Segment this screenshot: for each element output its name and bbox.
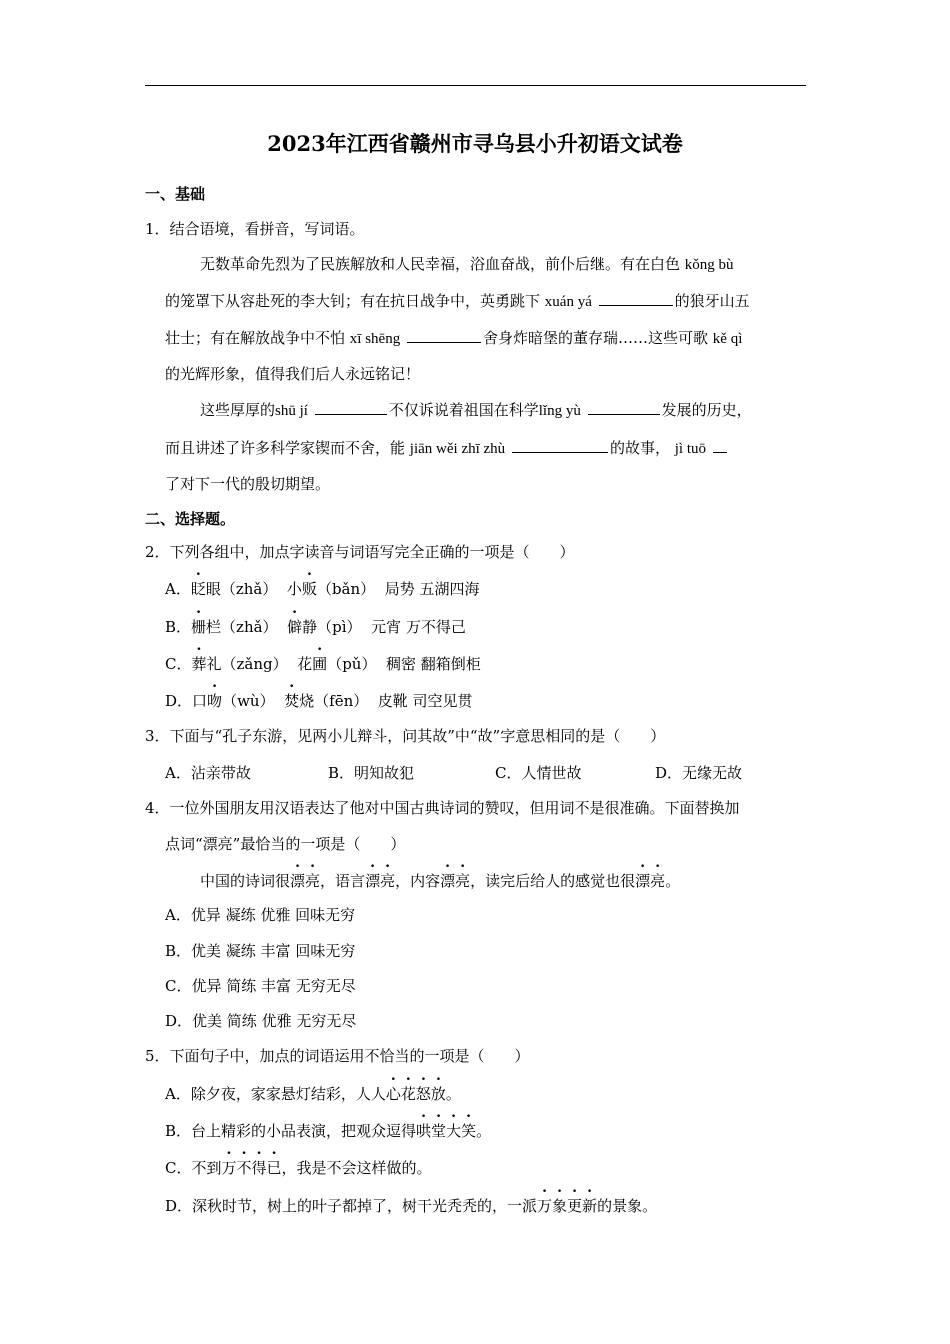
q4-stem-line2: 点词“漂亮”最恰当的一项是（ ） [165,835,406,853]
q4-dotted-liang-4: 亮 [650,872,666,890]
q1-p2-line3: 了对下一代的殷切期望。 [165,475,331,493]
q1-pinyin-lingyu: lǐng yù [538,403,581,419]
q2-option-d[interactable] [165,691,473,711]
q2-c-label: C． [165,655,192,673]
q4-option-a[interactable]: A．优异 凝练 优雅 回味无穷 [165,906,356,924]
q1-p1-line4: 的光辉形象，值得我们后人永远铭记！ [165,365,421,383]
q3-option-b[interactable]: B．明知故犯 [328,764,415,782]
q2-stem: 2．下列各组中，加点字读音与词语写完全正确的一项是（ ） [145,543,575,561]
q1-p1-text-b: 的笼罩下从容赴死的李大钊；有在抗日战争中，英勇跳下 [165,292,541,310]
q1-pinyin-keqi: kě qì [712,331,743,347]
q5-c-dotted-3: 得 [251,1159,267,1177]
q4-option-d[interactable]: D．优美 简练 优雅 无穷无尽 [165,1012,357,1030]
q5-option-d[interactable] [165,1196,657,1216]
q1-pinyin-xuanya: xuán yá [544,294,592,310]
q2-d-words: 皮靴 司空见贯 [377,692,473,710]
header-rule [145,85,806,86]
q2-option-b[interactable] [165,617,466,637]
q2-b-words: 元宵 万不得己 [371,618,466,636]
q5-d-dotted-1: 万 [537,1197,553,1215]
q2-d-dotted-2: 焚 [284,692,300,710]
q4-dotted-piao-1: 漂 [290,872,306,890]
section-heading-choice: 二、选择题。 [145,510,236,528]
page-title: 2023年江西省赣州市寻乌县小升初语文试卷 [267,131,683,156]
q2-c-prefix-2: 花 [297,655,313,673]
q5-b-text: B．台上精彩的小品表演，把观众逗得 [165,1122,417,1140]
q4-dotted-piao-3: 漂 [440,872,456,890]
q2-c-dotted-1: 葬 [191,655,207,673]
q5-c-dotted-1: 万 [221,1159,237,1177]
q2-a-dotted-1: 眨 [190,580,206,598]
q5-a-dotted-4: 放 [430,1085,446,1103]
q5-d-dotted-3: 更 [567,1197,583,1215]
q1-pinyin-kongbu: kǒng bù [684,257,734,273]
q1-blank-shuji[interactable] [315,399,387,415]
q2-b-dotted-2: 僻 [287,618,303,636]
q3-stem: 3．下面与“孔子东游，见两小儿辩斗，问其故”中“故”字意思相同的是（ ） [145,727,666,745]
q1-p1-text-c: 的狼牙山五 [674,292,750,310]
q5-b-dotted-2: 堂 [431,1122,447,1140]
q2-b-reading-2: 静（pì） [302,618,362,636]
q1-blank-lingyu[interactable] [588,399,660,415]
q5-a-dotted-2: 花 [400,1085,416,1103]
q2-d-reading-2: 烧（fēn） [299,692,369,710]
q2-a-dotted-2: 贩 [301,580,317,598]
section-heading-basics: 一、基础 [145,185,206,203]
q2-option-c[interactable] [165,654,481,674]
q5-d-dotted-2: 象 [552,1197,568,1215]
q1-p2-text-d: 而且讲述了许多科学家锲而不舍，能 [165,439,406,457]
q4-dotted-liang-1: 亮 [305,872,321,890]
q1-p1-line2 [165,290,750,312]
q2-a-words: 局势 五湖四海 [384,580,480,598]
q2-b-reading-1: 栏（zhǎ） [206,618,278,636]
q5-a-text: A．除夕夜，家家悬灯结彩，人人 [165,1085,386,1103]
q5-option-b[interactable] [165,1121,491,1141]
q4-sentence [200,871,680,891]
q5-a-end: 。 [445,1085,461,1103]
q2-a-reading-2: （bǎn） [316,580,376,598]
q5-stem: 5．下面句子中，加点的词语运用不恰当的一项是（ ） [145,1047,530,1065]
q5-c-dotted-2: 不 [236,1159,252,1177]
q1-stem: 1．结合语境，看拼音，写词语。 [145,220,365,238]
q2-a-reading-1: 眼（zhǎ） [205,580,278,598]
q4-option-b[interactable]: B．优美 凝练 丰富 回味无穷 [165,942,356,960]
q1-p2-text-e: 的故事， [609,439,670,457]
q5-b-dotted-4: 笑 [461,1122,477,1140]
q5-b-dotted-1: 哄 [416,1122,432,1140]
q1-p1-text-a: 无数革命先烈为了民族解放和人民幸福，浴血奋战，前仆后继。有在白色 [200,255,681,273]
q2-a-label: A． [165,580,191,598]
q1-p2-text-b: 不仅诉说着祖国在科学 [388,401,539,419]
q2-c-words: 稠密 翻箱倒柜 [386,655,481,673]
q4-sentence-d: ，读完后给人的感觉也很 [470,872,636,890]
q2-d-dotted-1: 吻 [207,692,223,710]
q1-blank-xisheng[interactable] [407,327,481,343]
q5-a-dotted-1: 心 [385,1085,401,1103]
q5-option-c[interactable] [165,1158,432,1178]
q5-b-end: 。 [476,1122,492,1140]
q1-p1-text-d: 壮士；有在解放战争中不怕 [165,329,346,347]
q2-c-reading-1: 礼（zǎng） [206,655,288,673]
q2-b-label: B． [165,618,192,636]
q1-pinyin-shuji: shū jí [275,403,308,419]
q2-option-a[interactable] [165,579,480,599]
q1-pinyin-jituo: jì tuō [674,441,707,457]
q4-dotted-piao-2: 漂 [365,872,381,890]
q4-sentence-e: 。 [665,872,681,890]
q4-dotted-piao-4: 漂 [635,872,651,890]
q1-p1-text-e: 舍身炸暗堡的董存瑞……这些可歌 [483,329,709,347]
q5-c-end: ，我是不会这样做的。 [281,1159,432,1177]
q2-c-dotted-2: 圃 [312,655,328,673]
q5-b-dotted-3: 大 [446,1122,462,1140]
q5-c-dotted-4: 已 [266,1159,282,1177]
q2-a-prefix-2: 小 [286,580,302,598]
q2-d-reading-1: （wù） [222,692,275,710]
q1-blank-jianweizhizhu[interactable] [512,437,608,453]
q4-dotted-liang-3: 亮 [455,872,471,890]
q1-p2-text-c: 发展的历史， [661,401,752,419]
q2-b-dotted-1: 栅 [191,618,207,636]
q1-p1-line1 [200,254,734,275]
q4-dotted-liang-2: 亮 [380,872,396,890]
q1-p1-line3 [165,327,742,349]
q3-option-c[interactable]: C．人情世故 [495,764,582,782]
q5-d-end: 的景象。 [597,1197,658,1215]
q4-sentence-b: ，语言 [320,872,366,890]
q3-option-d[interactable]: D．无缘无故 [655,764,743,782]
q2-c-reading-2: （pǔ） [327,655,377,673]
q5-a-dotted-3: 怒 [415,1085,431,1103]
q5-d-dotted-4: 新 [582,1197,598,1215]
q5-c-text: C．不到 [165,1159,222,1177]
q1-p2-line2 [165,437,729,459]
q2-d-prefix-1: 口 [192,692,208,710]
q4-sentence-a: 中国的诗词很 [200,872,291,890]
q1-blank-jituo[interactable] [713,437,727,453]
q5-option-a[interactable] [165,1084,461,1104]
q4-sentence-c: ，内容 [395,872,441,890]
q5-d-text: D．深秋时节，树上的叶子都掉了，树干光秃秃的，一派 [165,1197,538,1215]
q1-pinyin-jianweizhizhu: jiān wěi zhī zhù [409,441,506,457]
q1-p2-text-a: 这些厚厚的 [200,401,276,419]
q4-stem-line1: 4．一位外国朋友用汉语表达了他对中国古典诗词的赞叹，但用词不是很准确。下面替换加 [145,799,740,817]
q1-pinyin-xisheng: xī shēng [349,331,401,347]
q2-d-label: D． [165,692,193,710]
q1-blank-xuanya[interactable] [599,290,673,306]
q3-option-a[interactable]: A．沾亲带故 [165,764,251,782]
q1-p2-line1 [200,399,752,421]
q4-option-c[interactable]: C．优异 简练 丰富 无穷无尽 [165,977,356,995]
